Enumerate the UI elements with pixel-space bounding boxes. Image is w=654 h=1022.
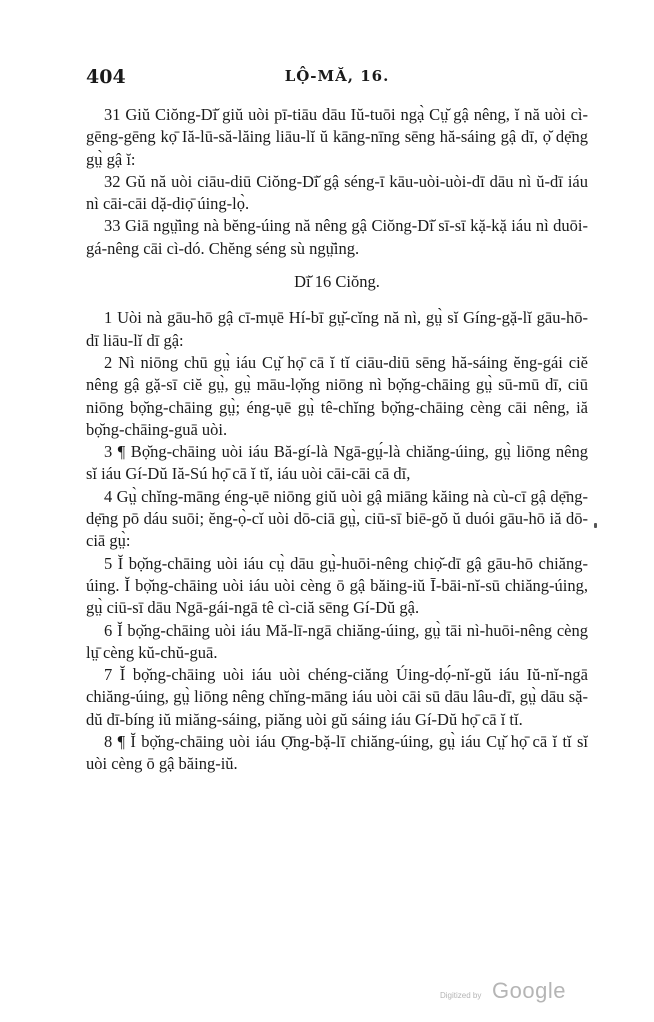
verse-7: 7 Ĭ bọ̆ng-chāing uòi iáu uòi chéng-ciăng Úing-dọ́-nĭ-gŭ iáu Iŭ-nĭ-ngā chiăng-úing, gṳ̀ liōng nêng chĭng-māng iáu uòi cāi sū dāu lâu-dī, gṳ̀ dāu sặ-dŭ dī-bíng iŭ miăng-sáing, piăng uòi gŭ sáing iáu Gí-Dŭ họ̄ cā ĭ tĭ. bbox=[86, 665, 588, 729]
digitized-watermark bbox=[440, 978, 580, 1008]
verse-32: 32 Gŭ nă uòi ciāu-diū Ciŏng-Dī̆ gậ séng-ī kāu-uòi-uòi-dī dāu nì ŭ-dī iáu nì cāi-cāi dặ-diọ̄ úing-lọ̀. bbox=[86, 171, 588, 214]
verse-6: 6 Ĭ bọ̆ng-chāing uòi iáu Mă-lī-ngā chiăng-úing, gṳ̀ tāi nì-huōi-nêng cèng lṳ̄ cèng kŭ-chŭ-guā. bbox=[86, 620, 588, 662]
verse-31: 31 Giŭ Ciŏng-Dī̆ giŭ uòi pī-tiāu dāu Iŭ-tuōi ngạ̀ Cṳ̆ gậ nêng, ĭ nă uòi cì-gēng-gēng kọ̄ Iă-lū-să-lăing liāu-lĭ ŭ kāng-nīng sēng hă-sáing gậ dī, ọ̆ dẹ̄ng gṳ̀ gậ ĭ: bbox=[86, 105, 588, 169]
verse-33: 33 Giā ngṳ̆ing nà bĕng-úing nă nêng gậ Ciŏng-Dī̆ sī-sī kặ-kặ iáu nì duōi-gá-nêng cāi cì-dó. Chĕng séng sù ngṳ̆ing. bbox=[86, 216, 588, 258]
verse-3: 3 ¶ Bọ̆ng-chāing uòi iáu Bă-gí-là Ngā-gṳ́-là chiăng-úing, gṳ̀ liōng nêng sĭ iáu Gí-Dŭ Iă-Sú họ̄ cā ĭ tĭ, iáu uòi cāi-cāi cā dī, bbox=[86, 442, 588, 484]
verse-8: 8 ¶ Ĭ bọ̆ng-chāing uòi iáu Ọ̄ng-bặ-lī chiăng-úing, gṳ̀ iáu Cṳ̆ họ̄ cā ĭ tĭ sĭ uòi cèng ō gậ băing-iŭ. bbox=[86, 732, 588, 774]
verse-2: 2 Nì niōng chū gṳ̀ iáu Cṳ̆ họ̄ cā ĭ tĭ ciāu-diū sēng hă-sáing ĕng-gái ciĕ nêng gậ gặ-sī ciĕ gṳ̀, gṳ̀ māu-lọ̆ng niōng nì bọ̆ng-chāing gṳ̀ sū-mū dī, ciū niōng bọ̆ng-chāing gṳ̀; éng-ụē gṳ̀ tê-chĭng bọ̆ng-chāing cèng cāi nêng, iă bọ̆ng-chāing-guā uòi. bbox=[86, 352, 588, 439]
page-number: 404 bbox=[86, 66, 126, 88]
google-logo: Google bbox=[492, 978, 566, 1003]
chapter-heading: Dī̆ 16 Ciŏng. bbox=[294, 272, 380, 292]
watermark-caption: Digitized by bbox=[440, 991, 482, 1000]
page-header bbox=[86, 66, 588, 90]
verse-1: 1 Uòi nà gāu-hō gậ cī-mụē Hí-bī gṳ̆-cĭng nă nì, gṳ̀ sĭ Gíng-gặ-lĭ gāu-hō-dī liāu-lĭ dī gậ: bbox=[86, 308, 588, 350]
page-body bbox=[86, 104, 588, 776]
ink-speck bbox=[594, 523, 597, 528]
running-title: LỘ-MĂ, 16. bbox=[284, 67, 390, 85]
verse-5: 5 Ĭ bọ̆ng-chāing uòi iáu cṳ̀ dāu gṳ̀-huōi-nêng chiọ̆-dī gậ gāu-hō chiăng-úing. Ĭ bọ̆ng-chāing uòi iáu uòi cèng ō gậ băing-iŭ Ī-bāi-nĭ-sū chiăng-úing, gṳ̀ ciū-sī dāu Ngā-gái-ngā tê cì-ciă sēng Gí-Dŭ gậ. bbox=[86, 553, 588, 618]
verse-4: 4 Gṳ̀ chĭng-māng éng-ụē niōng giŭ uòi gậ miāng kăing nà cù-cī gậ dẹ̄ng-dẹ̄ng pō dáu suōi; ĕng-ọ̀-cĭ uòi dō-ciā gṳ̀, ciū-sī biē-gŏ ŭ duói gāu-hō iă dō-ciā gṳ̀: bbox=[86, 486, 588, 551]
